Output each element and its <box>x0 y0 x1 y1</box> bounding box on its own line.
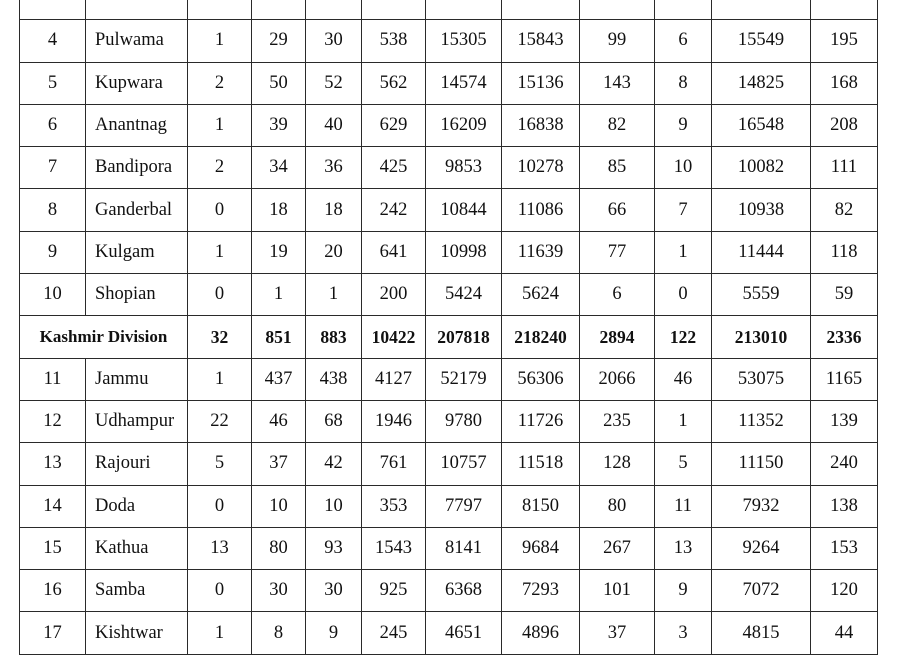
value-cell: 19 <box>252 231 306 273</box>
value-cell: 2 <box>188 147 252 189</box>
value-cell: 10278 <box>502 147 580 189</box>
value-cell: 37 <box>580 612 655 654</box>
serial-number-cell: 11 <box>20 358 86 400</box>
value-cell: 5 <box>188 443 252 485</box>
value-cell: 353 <box>362 485 426 527</box>
value-cell: 11150 <box>712 443 811 485</box>
value-cell: 4896 <box>502 612 580 654</box>
value-cell: 29 <box>252 20 306 62</box>
value-cell: 7293 <box>502 570 580 612</box>
value-cell: 138 <box>811 485 878 527</box>
value-cell: 80 <box>580 485 655 527</box>
value-cell: 10757 <box>426 443 502 485</box>
value-cell: 9264 <box>712 527 811 569</box>
value-cell: 15305 <box>426 20 502 62</box>
district-name-cell: Udhampur <box>86 400 188 442</box>
value-cell <box>580 0 655 20</box>
value-cell: 0 <box>655 274 712 316</box>
value-cell: 16838 <box>502 104 580 146</box>
value-cell: 11086 <box>502 189 580 231</box>
value-cell: 120 <box>811 570 878 612</box>
value-cell: 1 <box>655 400 712 442</box>
value-cell: 66 <box>580 189 655 231</box>
value-cell: 18 <box>252 189 306 231</box>
serial-number-cell: 4 <box>20 20 86 62</box>
value-cell: 267 <box>580 527 655 569</box>
value-cell <box>306 0 362 20</box>
district-name-cell: Jammu <box>86 358 188 400</box>
table-row <box>20 612 878 654</box>
value-cell: 10 <box>306 485 362 527</box>
value-cell: 629 <box>362 104 426 146</box>
value-cell: 10 <box>252 485 306 527</box>
value-cell: 22 <box>188 400 252 442</box>
value-cell: 122 <box>655 316 712 358</box>
value-cell: 1543 <box>362 527 426 569</box>
value-cell: 46 <box>252 400 306 442</box>
value-cell: 30 <box>306 20 362 62</box>
value-cell: 3 <box>655 612 712 654</box>
value-cell: 99 <box>580 20 655 62</box>
value-cell: 1 <box>306 274 362 316</box>
value-cell: 93 <box>306 527 362 569</box>
district-name-cell: Kathua <box>86 527 188 569</box>
value-cell: 9 <box>655 570 712 612</box>
value-cell: 11726 <box>502 400 580 442</box>
value-cell: 37 <box>252 443 306 485</box>
value-cell: 235 <box>580 400 655 442</box>
serial-number-cell: 16 <box>20 570 86 612</box>
serial-number-cell: 14 <box>20 485 86 527</box>
value-cell: 1 <box>188 358 252 400</box>
value-cell: 53075 <box>712 358 811 400</box>
value-cell: 10938 <box>712 189 811 231</box>
value-cell: 245 <box>362 612 426 654</box>
value-cell: 8141 <box>426 527 502 569</box>
district-name-cell: Ganderbal <box>86 189 188 231</box>
value-cell: 6368 <box>426 570 502 612</box>
value-cell: 168 <box>811 62 878 104</box>
serial-number-cell: 9 <box>20 231 86 273</box>
value-cell: 425 <box>362 147 426 189</box>
table-row <box>20 274 878 316</box>
district-name-cell: Pulwama <box>86 20 188 62</box>
value-cell: 82 <box>580 104 655 146</box>
value-cell: 9684 <box>502 527 580 569</box>
value-cell: 1946 <box>362 400 426 442</box>
value-cell: 18 <box>306 189 362 231</box>
value-cell: 14825 <box>712 62 811 104</box>
value-cell: 851 <box>252 316 306 358</box>
table-row <box>20 147 878 189</box>
serial-number-cell: 12 <box>20 400 86 442</box>
table-row <box>20 104 878 146</box>
value-cell: 1 <box>252 274 306 316</box>
value-cell: 5 <box>655 443 712 485</box>
serial-number-cell: 6 <box>20 104 86 146</box>
value-cell: 195 <box>811 20 878 62</box>
division-label: Kashmir Division <box>20 316 188 358</box>
serial-number-cell <box>20 0 86 20</box>
value-cell: 42 <box>306 443 362 485</box>
table-row <box>20 527 878 569</box>
value-cell: 52179 <box>426 358 502 400</box>
value-cell: 10082 <box>712 147 811 189</box>
value-cell: 1 <box>188 20 252 62</box>
value-cell: 4127 <box>362 358 426 400</box>
value-cell: 1 <box>188 231 252 273</box>
value-cell: 11 <box>655 485 712 527</box>
serial-number-cell: 13 <box>20 443 86 485</box>
value-cell: 50 <box>252 62 306 104</box>
value-cell <box>188 0 252 20</box>
district-name-cell: Rajouri <box>86 443 188 485</box>
value-cell: 16209 <box>426 104 502 146</box>
value-cell <box>502 0 580 20</box>
district-name-cell: Kishtwar <box>86 612 188 654</box>
value-cell: 9853 <box>426 147 502 189</box>
value-cell <box>252 0 306 20</box>
value-cell: 80 <box>252 527 306 569</box>
serial-number-cell: 17 <box>20 612 86 654</box>
value-cell: 153 <box>811 527 878 569</box>
value-cell: 10998 <box>426 231 502 273</box>
value-cell: 139 <box>811 400 878 442</box>
district-name-cell: Anantnag <box>86 104 188 146</box>
value-cell: 8 <box>252 612 306 654</box>
value-cell: 438 <box>306 358 362 400</box>
value-cell: 36 <box>306 147 362 189</box>
division-total-row <box>20 316 878 358</box>
value-cell: 0 <box>188 570 252 612</box>
value-cell: 59 <box>811 274 878 316</box>
table-row <box>20 20 878 62</box>
value-cell: 11639 <box>502 231 580 273</box>
value-cell: 143 <box>580 62 655 104</box>
value-cell: 6 <box>655 20 712 62</box>
value-cell: 7797 <box>426 485 502 527</box>
value-cell: 242 <box>362 189 426 231</box>
table-row <box>20 485 878 527</box>
value-cell: 85 <box>580 147 655 189</box>
value-cell: 1 <box>188 104 252 146</box>
value-cell: 46 <box>655 358 712 400</box>
value-cell: 213010 <box>712 316 811 358</box>
value-cell: 200 <box>362 274 426 316</box>
value-cell: 925 <box>362 570 426 612</box>
value-cell: 0 <box>188 189 252 231</box>
table-row <box>20 231 878 273</box>
value-cell: 4815 <box>712 612 811 654</box>
value-cell: 30 <box>306 570 362 612</box>
value-cell: 7072 <box>712 570 811 612</box>
value-cell: 30 <box>252 570 306 612</box>
table-row <box>20 400 878 442</box>
value-cell: 15136 <box>502 62 580 104</box>
value-cell: 11352 <box>712 400 811 442</box>
table-row <box>20 0 878 20</box>
value-cell: 1165 <box>811 358 878 400</box>
district-name-cell: Bandipora <box>86 147 188 189</box>
value-cell: 437 <box>252 358 306 400</box>
serial-number-cell: 7 <box>20 147 86 189</box>
value-cell: 9 <box>306 612 362 654</box>
value-cell: 13 <box>188 527 252 569</box>
value-cell: 641 <box>362 231 426 273</box>
value-cell: 2 <box>188 62 252 104</box>
value-cell: 1 <box>188 612 252 654</box>
value-cell: 118 <box>811 231 878 273</box>
value-cell: 6 <box>580 274 655 316</box>
value-cell: 82 <box>811 189 878 231</box>
value-cell: 208 <box>811 104 878 146</box>
value-cell: 240 <box>811 443 878 485</box>
value-cell: 5624 <box>502 274 580 316</box>
value-cell: 10 <box>655 147 712 189</box>
value-cell: 77 <box>580 231 655 273</box>
value-cell: 0 <box>188 274 252 316</box>
value-cell: 101 <box>580 570 655 612</box>
value-cell <box>811 0 878 20</box>
table-row <box>20 189 878 231</box>
district-name-cell: Kupwara <box>86 62 188 104</box>
value-cell: 7932 <box>712 485 811 527</box>
value-cell: 13 <box>655 527 712 569</box>
table-row <box>20 358 878 400</box>
table-body <box>20 0 878 654</box>
value-cell: 32 <box>188 316 252 358</box>
serial-number-cell: 10 <box>20 274 86 316</box>
value-cell: 1 <box>655 231 712 273</box>
table-row <box>20 570 878 612</box>
value-cell: 883 <box>306 316 362 358</box>
value-cell: 40 <box>306 104 362 146</box>
district-name-cell: Kulgam <box>86 231 188 273</box>
value-cell: 20 <box>306 231 362 273</box>
value-cell <box>362 0 426 20</box>
district-name-cell: Samba <box>86 570 188 612</box>
value-cell: 0 <box>188 485 252 527</box>
value-cell: 68 <box>306 400 362 442</box>
value-cell: 8 <box>655 62 712 104</box>
value-cell: 538 <box>362 20 426 62</box>
value-cell: 9 <box>655 104 712 146</box>
table-row <box>20 62 878 104</box>
value-cell: 8150 <box>502 485 580 527</box>
serial-number-cell: 15 <box>20 527 86 569</box>
value-cell: 111 <box>811 147 878 189</box>
value-cell: 15843 <box>502 20 580 62</box>
value-cell: 11518 <box>502 443 580 485</box>
value-cell: 207818 <box>426 316 502 358</box>
value-cell: 44 <box>811 612 878 654</box>
value-cell: 15549 <box>712 20 811 62</box>
value-cell: 7 <box>655 189 712 231</box>
value-cell: 56306 <box>502 358 580 400</box>
value-cell: 761 <box>362 443 426 485</box>
district-name-cell <box>86 0 188 20</box>
value-cell: 2066 <box>580 358 655 400</box>
value-cell: 4651 <box>426 612 502 654</box>
district-name-cell: Shopian <box>86 274 188 316</box>
value-cell: 11444 <box>712 231 811 273</box>
serial-number-cell: 5 <box>20 62 86 104</box>
value-cell: 2894 <box>580 316 655 358</box>
value-cell <box>712 0 811 20</box>
value-cell: 5559 <box>712 274 811 316</box>
district-statistics-table <box>19 0 878 655</box>
serial-number-cell: 8 <box>20 189 86 231</box>
district-name-cell: Doda <box>86 485 188 527</box>
value-cell: 218240 <box>502 316 580 358</box>
value-cell <box>655 0 712 20</box>
value-cell <box>426 0 502 20</box>
value-cell: 128 <box>580 443 655 485</box>
value-cell: 9780 <box>426 400 502 442</box>
value-cell: 5424 <box>426 274 502 316</box>
value-cell: 16548 <box>712 104 811 146</box>
value-cell: 10844 <box>426 189 502 231</box>
value-cell: 10422 <box>362 316 426 358</box>
value-cell: 562 <box>362 62 426 104</box>
value-cell: 52 <box>306 62 362 104</box>
table-row <box>20 443 878 485</box>
value-cell: 39 <box>252 104 306 146</box>
value-cell: 14574 <box>426 62 502 104</box>
value-cell: 34 <box>252 147 306 189</box>
value-cell: 2336 <box>811 316 878 358</box>
